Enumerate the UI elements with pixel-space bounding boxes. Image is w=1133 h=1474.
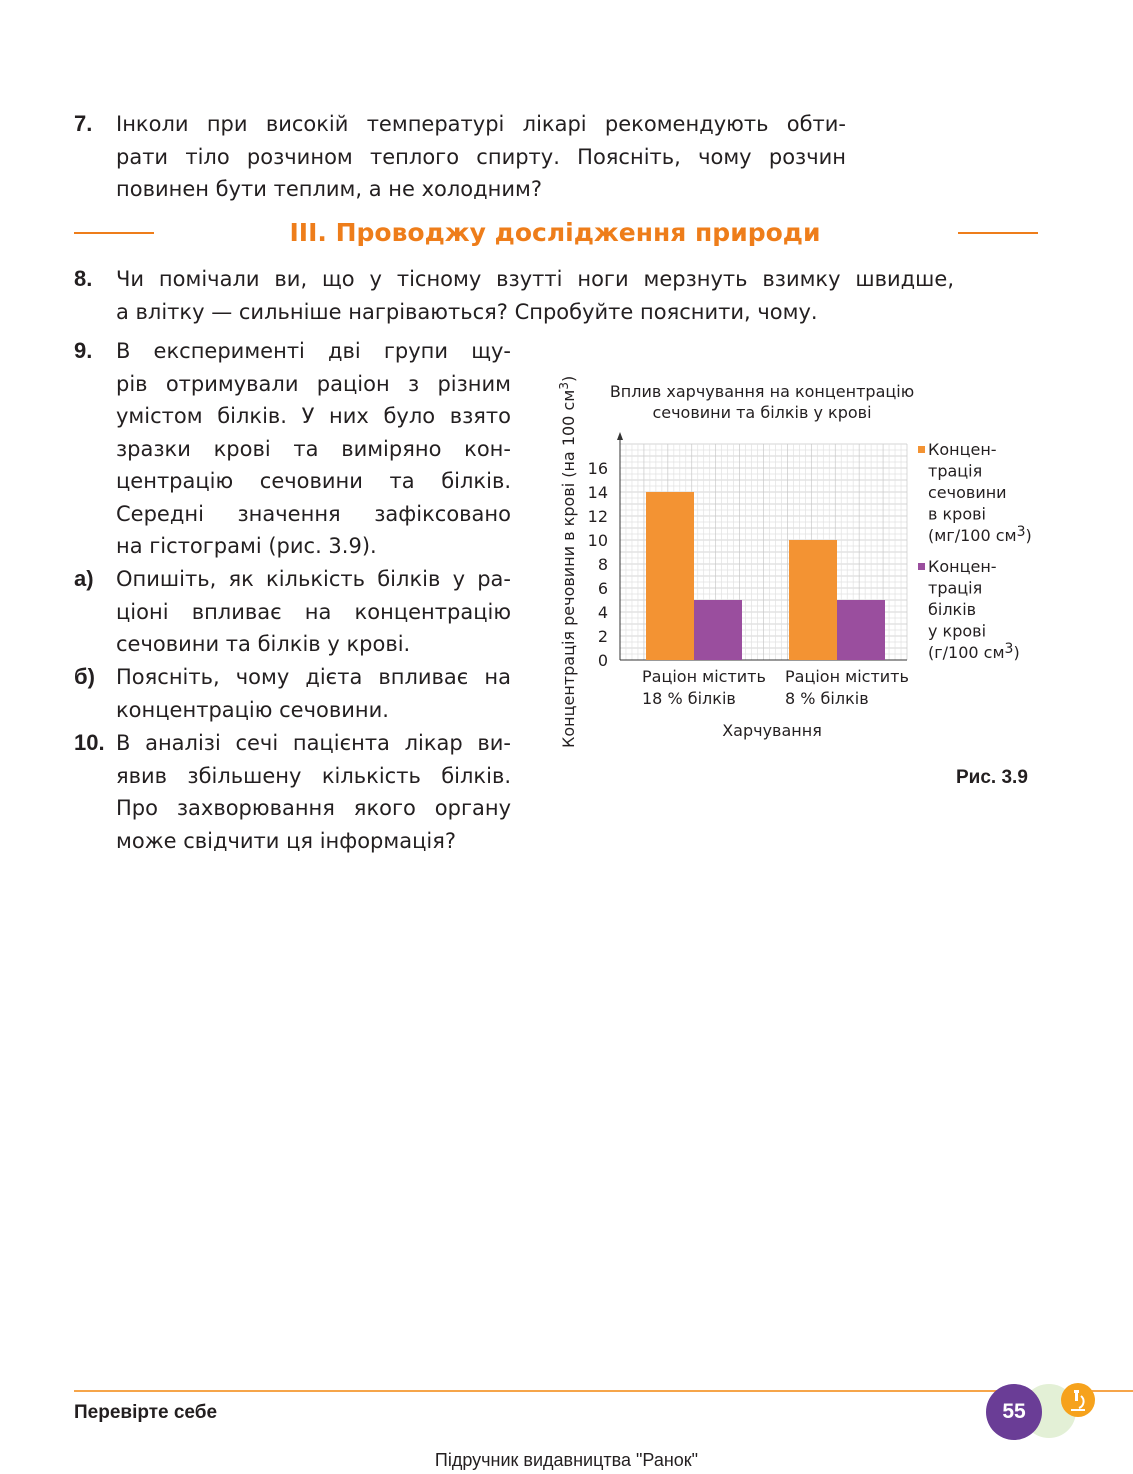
y-tick-label: 14 bbox=[587, 483, 608, 502]
publisher-note: Підручник видавництва "Ранок" bbox=[434, 1450, 699, 1470]
task-8 bbox=[74, 263, 954, 328]
bar-chart bbox=[550, 360, 1050, 800]
legend-label: в крові bbox=[928, 504, 986, 524]
bar bbox=[837, 600, 885, 660]
y-axis-label: Концентрація речовини в крові (на 100 $см^3$) bbox=[557, 375, 578, 748]
y-tick-label: 6 bbox=[597, 579, 608, 598]
footer-section-title: Перевірте себе bbox=[74, 1402, 218, 1423]
y-tick-label: 16 bbox=[587, 459, 608, 478]
bar bbox=[646, 492, 694, 660]
task-number: б) bbox=[74, 664, 95, 689]
text-line: рів отримували раціон з різним bbox=[116, 371, 511, 396]
text-line: Інколи при високій температурі лікарі рекомендують обти- bbox=[116, 112, 846, 136]
text-line: а влітку — сильніше нагріваються? Спробуйте пояснити, чому. bbox=[116, 299, 818, 324]
task-9-text bbox=[116, 335, 511, 563]
text-line: повинен бути теплим, а не холодним? bbox=[116, 177, 543, 201]
legend-label: у крові bbox=[928, 621, 987, 641]
footer-rule bbox=[74, 1390, 1133, 1392]
section-heading bbox=[0, 213, 1133, 253]
task-10 bbox=[74, 727, 511, 857]
chart-title: сечовини та білків у крові bbox=[652, 403, 872, 422]
task-9a bbox=[74, 563, 511, 661]
task-number: 10. bbox=[74, 730, 105, 755]
legend-label: трація bbox=[928, 461, 983, 481]
legend-label: (мг/100 см3) bbox=[928, 524, 1032, 545]
x-tick-label: 8 % білків bbox=[785, 689, 869, 708]
legend-label: Концен- bbox=[928, 440, 997, 459]
section-title: III. Проводжу дослідження природи bbox=[289, 218, 821, 247]
y-tick-label: 2 bbox=[597, 627, 608, 646]
text-line: може свідчити ця інформація? bbox=[116, 828, 457, 853]
x-tick-label: Раціон містить bbox=[785, 667, 909, 686]
text-line: центрацію сечовини та білків. bbox=[116, 469, 511, 493]
task-number: 9. bbox=[74, 338, 93, 363]
legend-label: Концен- bbox=[928, 557, 997, 576]
text-line: В аналізі сечі пацієнта лікар ви- bbox=[116, 731, 511, 755]
task-number: 7. bbox=[74, 111, 93, 136]
y-tick-label: 8 bbox=[597, 555, 608, 574]
text-line: на гістограмі (рис. 3.9). bbox=[116, 534, 377, 558]
bar bbox=[694, 600, 742, 660]
x-tick-label: Раціон містить bbox=[642, 667, 766, 686]
text-line: зразки крові та виміряно кон- bbox=[116, 436, 511, 461]
legend-label: білків bbox=[928, 600, 977, 619]
y-tick-label: 10 bbox=[587, 531, 608, 550]
heading-rule-right bbox=[958, 232, 1038, 234]
task-9 bbox=[74, 335, 511, 563]
text-line: концентрацію сечовини. bbox=[116, 697, 389, 722]
page-number: 55 bbox=[986, 1384, 1042, 1440]
microscope-icon bbox=[1060, 1382, 1096, 1418]
text-line: Середні значення зафіксовано bbox=[116, 501, 511, 526]
y-axis-arrow bbox=[617, 432, 623, 440]
task-9b bbox=[74, 661, 511, 726]
chart-labels bbox=[557, 376, 914, 748]
chart-title: Вплив харчування на концентрацію bbox=[609, 382, 915, 401]
task-number: 8. bbox=[74, 266, 93, 291]
x-tick-label: 18 % білків bbox=[642, 689, 736, 708]
task-8-text bbox=[116, 263, 954, 328]
text-line: рати тіло розчином теплого спирту. Поясніть, чому розчин bbox=[116, 144, 846, 169]
y-tick-label: 12 bbox=[587, 507, 608, 526]
task-7-text bbox=[116, 108, 846, 206]
legend-swatch bbox=[918, 563, 925, 570]
task-9a-text bbox=[116, 563, 511, 661]
y-tick-label: 0 bbox=[597, 651, 608, 670]
y-tick-label: 4 bbox=[597, 603, 608, 622]
task-7 bbox=[74, 108, 846, 206]
legend-label: сечовини bbox=[928, 483, 1007, 502]
text-line: Чи помічали ви, що у тісному взутті ноги мерзнуть взимку швидше, bbox=[116, 267, 954, 291]
text-line: сечовини та білків у крові. bbox=[116, 632, 411, 656]
legend-label: (г/100 см3) bbox=[928, 641, 1020, 662]
bar bbox=[789, 540, 837, 660]
legend-label: трація bbox=[928, 578, 983, 598]
chart-legend bbox=[918, 440, 1032, 662]
x-axis-label: Харчування bbox=[722, 721, 822, 740]
text-line: ціоні впливає на концентрацію bbox=[116, 599, 511, 624]
task-9b-text bbox=[116, 661, 511, 726]
figure-caption: Рис. 3.9 bbox=[956, 767, 1028, 788]
chart-container bbox=[550, 360, 1050, 800]
text-line: умістом білків. У них було взято bbox=[116, 404, 511, 428]
text-line: Поясніть, чому дієта впливає на bbox=[116, 665, 511, 689]
text-line: явив збільшену кількість білків. bbox=[116, 763, 511, 788]
text-line: Опишіть, як кількість білків у ра- bbox=[116, 567, 511, 591]
task-number: а) bbox=[74, 566, 94, 591]
text-line: Про захворювання якого органу bbox=[116, 796, 511, 820]
text-line: В експерименті дві групи щу- bbox=[116, 339, 511, 363]
heading-rule-left bbox=[74, 232, 154, 234]
task-10-text bbox=[116, 727, 511, 857]
legend-swatch bbox=[918, 446, 925, 453]
